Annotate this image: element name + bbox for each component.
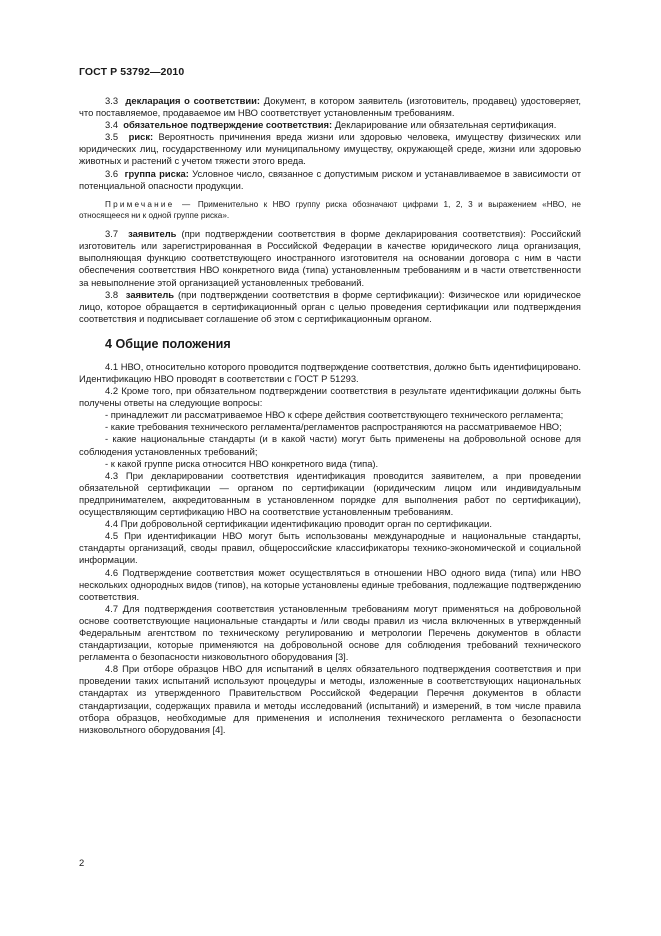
term: декларация о соответствии: [125,95,261,106]
note: Примечание — Применительно к НВО группу риска обозначают цифрами 1, 2, 3 и выражением «НВО, не относящееся ни к одной группе риска». [79,199,581,220]
definition-3-4: 3.4 обязательное подтверждение соответствия: Декларирование или обязательная сертификация. [105,119,557,131]
document-header: ГОСТ Р 53792—2010 [79,66,185,78]
paragraph-4-3: 4.3 При декларировании соответствия идентификация проводится заявителем, а при проведении обязательной сертификации — органом по сертификации (юридическим лицом или индивидуальным предпринимателем, аккредитованным в установленном порядке для выполнения работ по сертификации), осуществляющим сертификацию НВО на соответствие установленным требованиям. [79,469,581,518]
definition-3-5: 3.5 риск: Вероятность причинения вреда жизни или здоровью человека, имуществу физических или юридических лиц, государственному или муниципальному имуществу, окружающей среде, жизни или здоровью животных и растений с учетом тяжести этого вреда. [79,131,582,167]
paragraph-4-6: 4.6 Подтверждение соответствия может осуществляться в отношении НВО одного вида (типа) или НВО нескольких однородных видов (типов), на которые установлены единые требования, подлежащие подтверждению соответствия. [79,566,581,602]
term: группа риска: [124,167,189,179]
definition-3-7: 3.7 заявитель (при подтверждении соответствия в форме декларирования соответствия): Российский изготовитель или зарегистрированная в Российской Федерации в качестве юридического лица организация, выполняющая функцию соответствующего иностранного изготовителя на основании договора с ним в части обеспечения соответствия НВО конкретного вида (типа) установленным требованиям и в части ответственности за невыполнение этой организацией установленных требований. [79,228,581,288]
list-item: - принадлежит ли рассматриваемое НВО к сфере действия соответствующего технического регламента; [105,409,564,421]
definition-3-6: 3.6 группа риска: Условное число, связанное с допустимым риском и устанавливаемое в зависимости от потенциальной опасности продукции. [79,167,581,191]
document-body [79,95,581,736]
paragraph-4-1: 4.1 НВО, относительно которого проводится подтверждение соответствия, должно быть идентифицировано. Идентификацию НВО проводят в соответствии с ГОСТ Р 51293. [79,360,581,384]
page-number: 2 [79,857,85,868]
paragraph-4-7: 4.7 Для подтверждения соответствия установленным требованиям могут применяться на добровольной основе соответствующие национальные стандарты и /или своды правил из числа включенных в утвержденный Федеральным агентством по техническому регулированию и метрологии Перечень документов в области стандартизации, которые применяются на добровольной основе для соблюдения требований технического регламента о безопасности низковольтного оборудования [3]. [79,602,581,663]
definition-3-8: 3.8 заявитель (при подтверждении соответствия в форме сертификации): Физическое или юридическое лицо, которое обращается в сертификационный орган с целью проведения сертификации или подтверждения соответствия и подписывает соглашение об этом с сертификационным органом. [79,288,581,324]
term: заявитель [128,228,177,240]
list-item: - какие требования технического регламента/регламентов распространяются на рассматриваемое НВО; [105,421,562,433]
list-item: - какие национальные стандарты (и в какой части) могут быть применены на добровольной основе для соблюдения установленных требований; [79,433,581,457]
note-label: Примечание — [105,199,193,209]
paragraph-4-4: 4.4 При добровольной сертификации идентификацию проводит орган по сертификации. [105,518,492,530]
list-item: - к какой группе риска относится НВО конкретного вида (типа). [105,457,379,469]
term: обязательное подтверждение соответствия: [123,119,333,131]
term: заявитель [125,288,175,300]
term: риск: [128,131,154,143]
paragraph-4-8: 4.8 При отборе образцов НВО для испытаний в целях обязательного подтверждения соответствия и при проведении таких испытаний используют процедуры и методы, изложенные в соответствующих национальных стандартах из утвержденного Правительством Российской Федерации Перечня документов в области стандартизации, содержащих правила и методы исследований (испытаний) и измерений, в том числе правила отбора образцов, необходимые для применения и исполнения технического регламента о безопасности низковольтного оборудования [4]. [79,663,581,735]
paragraph-4-5: 4.5 При идентификации НВО могут быть использованы международные и национальные стандарты, стандарты организаций, своды правил, общероссийские классификаторы технико-экономической и социальной информации. [79,530,581,566]
paragraph-4-2: 4.2 Кроме того, при обязательном подтверждении соответствия в результате идентификации должны быть получены ответы на следующие вопросы: [79,385,581,409]
section-title: 4 Общие положения [105,336,231,351]
definition-3-3: 3.3 декларация о соответствии: Документ, в котором заявитель (изготовитель, продавец) удостоверяет, что поставляемое, продаваемое им НВО соответствует установленным требованиям. [79,95,581,119]
